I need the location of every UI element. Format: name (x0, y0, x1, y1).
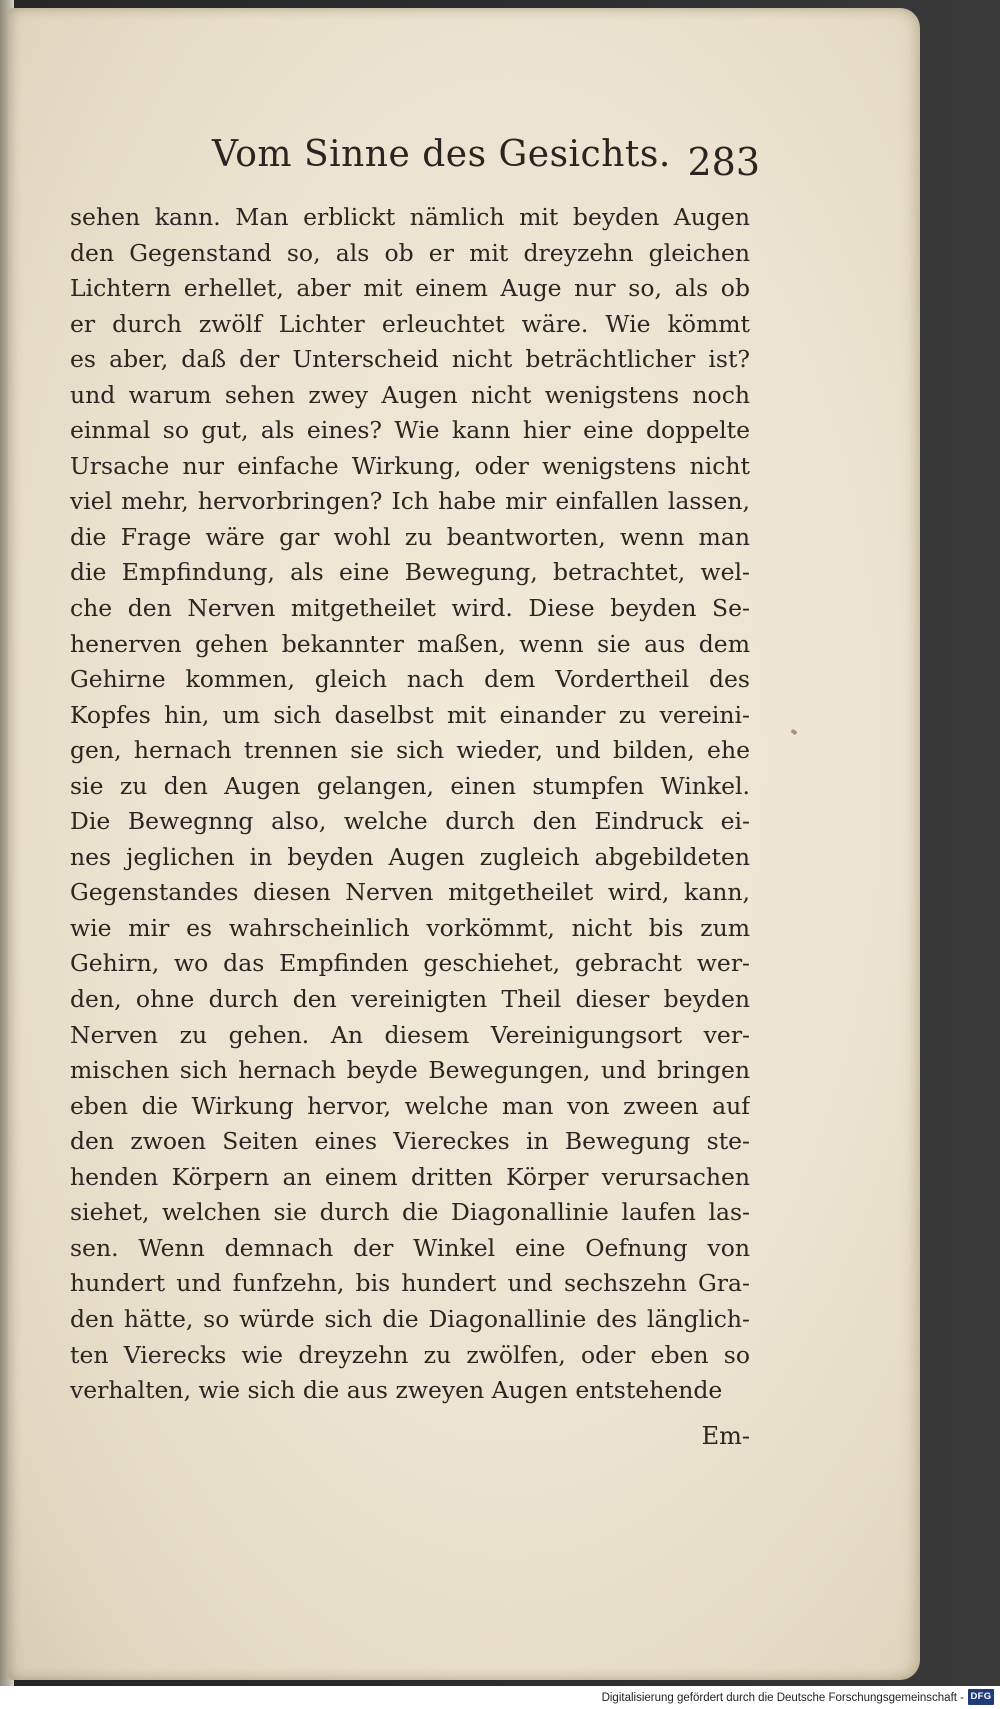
text-line: den zwoen Seiten eines Viereckes in Bewegung ste- (70, 1127, 750, 1156)
text-line: den Gegenstand so, als ob er mit dreyzehn gleichen (70, 238, 750, 267)
text-line: hundert und funfzehn, bis hundert und sechszehn Gra- (70, 1269, 750, 1298)
text-line: Nerven zu gehen. An diesem Vereinigungsort ver- (70, 1020, 750, 1049)
text-line: die Frage wäre gar wohl zu beantworten, wenn man (70, 522, 750, 551)
text-line: verhalten, wie sich die aus zweyen Augen entstehende (70, 1376, 723, 1405)
text-line: viel mehr, hervorbringen? Ich habe mir einfallen lassen, (70, 487, 750, 516)
text-line: Ursache nur einfache Wirkung, oder wenigstens nicht (70, 451, 750, 480)
text-line: es aber, daß der Unterscheid nicht beträchtlicher ist? (70, 345, 750, 374)
text-line: ten Vierecks wie dreyzehn zu zwölfen, oder eben so (70, 1340, 750, 1369)
catchword: Em- (701, 1422, 750, 1450)
body-text (70, 200, 750, 1480)
text-line: den, ohne durch den vereinigten Theil dieser beyden (70, 985, 750, 1014)
text-line: henerven gehen bekannter maßen, wenn sie aus dem (70, 629, 750, 658)
text-line: siehet, welchen sie durch die Diagonallinie laufen las- (70, 1198, 750, 1227)
text-line: eben die Wirkung hervor, welche man von zween auf (70, 1091, 750, 1120)
text-line: sehen kann. Man erblickt nämlich mit beyden Augen (70, 203, 750, 231)
text-line: Kopfes hin, um sich daselbst mit einander zu vereini- (70, 700, 750, 729)
text-line: Die Bewegnng also, welche durch den Eindruck ei- (70, 807, 750, 836)
text-line: che den Nerven mitgetheilet wird. Diese beyden Se- (70, 594, 750, 623)
text-line: die Empfindung, als eine Bewegung, betrachtet, wel- (70, 558, 750, 587)
text-line: Gegenstandes diesen Nerven mitgetheilet wird, kann, (70, 878, 750, 907)
text-line: und warum sehen zwey Augen nicht wenigstens noch (70, 380, 750, 409)
running-head: Vom Sinne des Gesichts. (212, 134, 671, 175)
text-line: mischen sich hernach beyde Bewegungen, und bringen (70, 1056, 750, 1085)
text-line: Gehirn, wo das Empfinden geschiehet, gebracht wer- (70, 949, 750, 978)
text-line: nes jeglichen in beyden Augen zugleich abgebildeten (70, 842, 750, 871)
text-line: den hätte, so würde sich die Diagonallinie des länglich- (70, 1304, 750, 1333)
text-line: gen, hernach trennen sie sich wieder, und bilden, ehe (70, 736, 750, 765)
text-line: einmal so gut, als eines? Wie kann hier eine doppelte (70, 416, 750, 445)
text-line: Lichtern erhellet, aber mit einem Auge nur so, als ob (70, 274, 750, 303)
text-line: Gehirne kommen, gleich nach dem Vordertheil des (70, 665, 750, 694)
text-line: henden Körpern an einem dritten Körper verursachen (70, 1162, 750, 1191)
text-line: wie mir es wahrscheinlich vorkömmt, nicht bis zum (70, 913, 750, 942)
page-number: 283 (687, 140, 760, 184)
funding-credit: Digitalisierung gefördert durch die Deutsche Forschungsgemeinschaft - (601, 1692, 964, 1704)
dfg-logo-icon: DFG (968, 1689, 994, 1705)
text-line: er durch zwölf Lichter erleuchtet wäre. Wie kömmt (70, 309, 750, 338)
text-line: sen. Wenn demnach der Winkel eine Oefnung von (70, 1233, 750, 1262)
text-line: sie zu den Augen gelangen, einen stumpfen Winkel. (70, 771, 750, 800)
